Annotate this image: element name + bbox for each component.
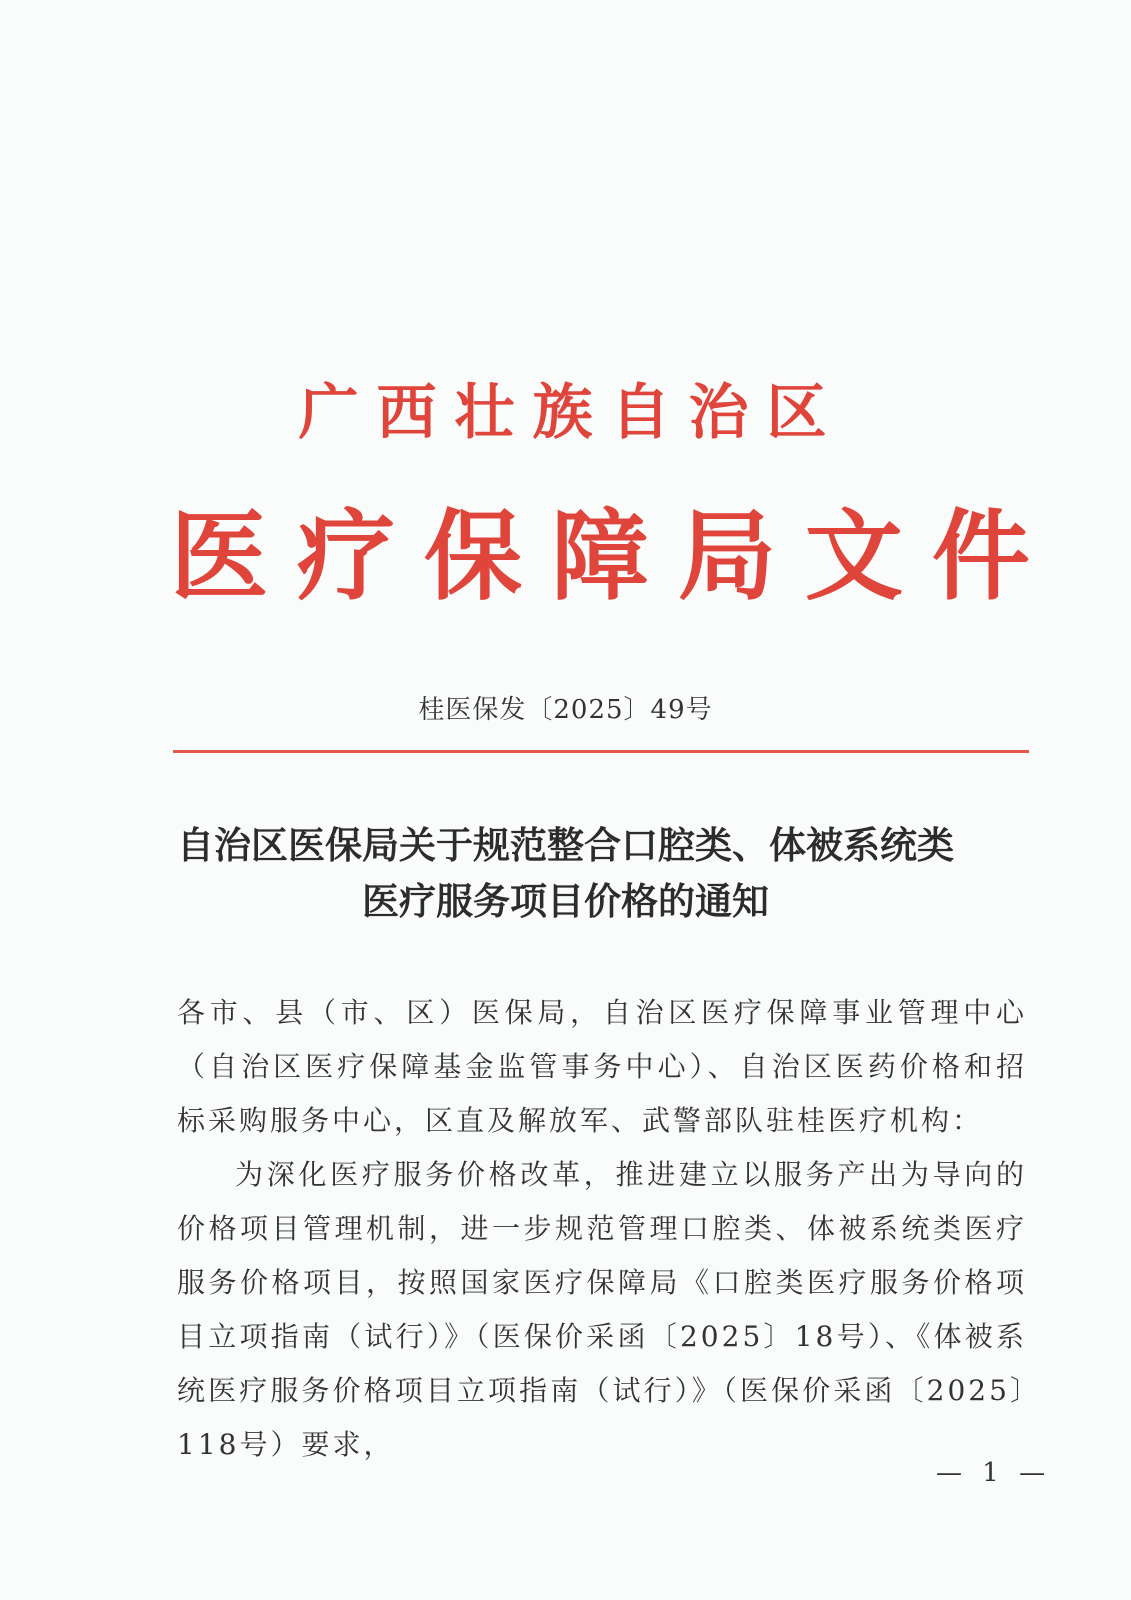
document-title xyxy=(0,817,1131,929)
issuer-document-heading xyxy=(170,499,1030,614)
issuer-name-line: 广西壮族自治区 xyxy=(298,378,845,448)
body-paragraph: 为深化医疗服务价格改革，推进建立以服务产出为导向的价格项目管理机制，进一步规范管理口腔类、体被系统类医疗服务价格项目，按照国家医疗保障局《口腔类医疗服务价格项目立项指南（试行）》（医保价采函〔2025〕18号）、《体被系统医疗服务价格项目立项指南（试行）》（医保价采函〔2025〕118号）要求， xyxy=(177,1158,1027,1461)
page-number: — 1 — xyxy=(936,1458,1052,1488)
heading-char: 局 xyxy=(677,499,776,614)
red-divider xyxy=(173,750,1029,753)
title-line-1: 自治区医保局关于规范整合口腔类、体被系统类 xyxy=(177,823,954,867)
heading-char: 件 xyxy=(931,499,1030,614)
heading-char: 保 xyxy=(423,499,522,614)
addressees-paragraph: 各市、县（市、区）医保局，自治区医疗保障事业管理中心（自治区医疗保障基金监管事务中心）、自治区医药价格和招标采购服务中心，区直及解放军、武警部队驻桂医疗机构： xyxy=(177,996,1027,1137)
document-number: 桂医保发〔2025〕49号 xyxy=(418,695,713,725)
title-line-2: 医疗服务项目价格的通知 xyxy=(362,879,769,923)
heading-char: 障 xyxy=(550,499,649,614)
document-body xyxy=(177,986,1027,1472)
heading-char: 医 xyxy=(170,499,269,614)
heading-char: 疗 xyxy=(296,499,395,614)
heading-char: 文 xyxy=(804,499,903,614)
